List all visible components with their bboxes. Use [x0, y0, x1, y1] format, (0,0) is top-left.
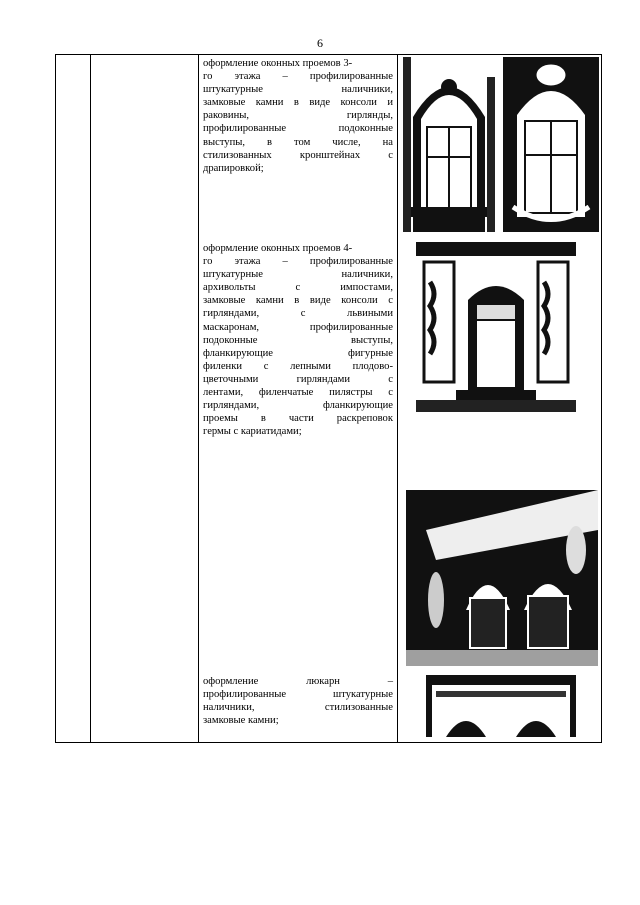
column-divider-1 [90, 55, 91, 742]
photo-3rd-floor-window-left [403, 57, 495, 232]
photo-4th-floor-window [416, 242, 576, 412]
column-divider-3 [397, 55, 398, 742]
row-2-description: оформление оконных проемов 4- го этажа – профилированные штукатурные наличники, архивольты с импостами, замковые камни в виде консоли с гирляндами, с львиными маскаронам, профилированные подоконные выступы, фланкирующие фигурные филенки с лепными плодово- цветочными гирляндами с лентами, филенчатые пилястры с гирляндами, фланкирующие проемы в части раскреповок гермы с кариатидами; [203, 243, 393, 438]
photo-3rd-floor-window-right [503, 57, 599, 232]
page-number: 6 [317, 36, 323, 50]
row-3-description: оформление люкарн – профилированные штукатурные наличники, стилизованные замковые камни; [203, 676, 393, 727]
photo-dormer [426, 675, 576, 737]
column-divider-2 [198, 55, 199, 742]
facade-elements-table [55, 54, 602, 743]
photo-caryatids-facade [406, 490, 598, 666]
row-1-description: оформление оконных проемов 3- го этажа – профилированные штукатурные наличники, замковые камни в виде консоли и раковины, гирлянды, профилированные подоконные выступы, в том числе, на стилизованных кронштейнах с драпировкой; [203, 58, 393, 174]
